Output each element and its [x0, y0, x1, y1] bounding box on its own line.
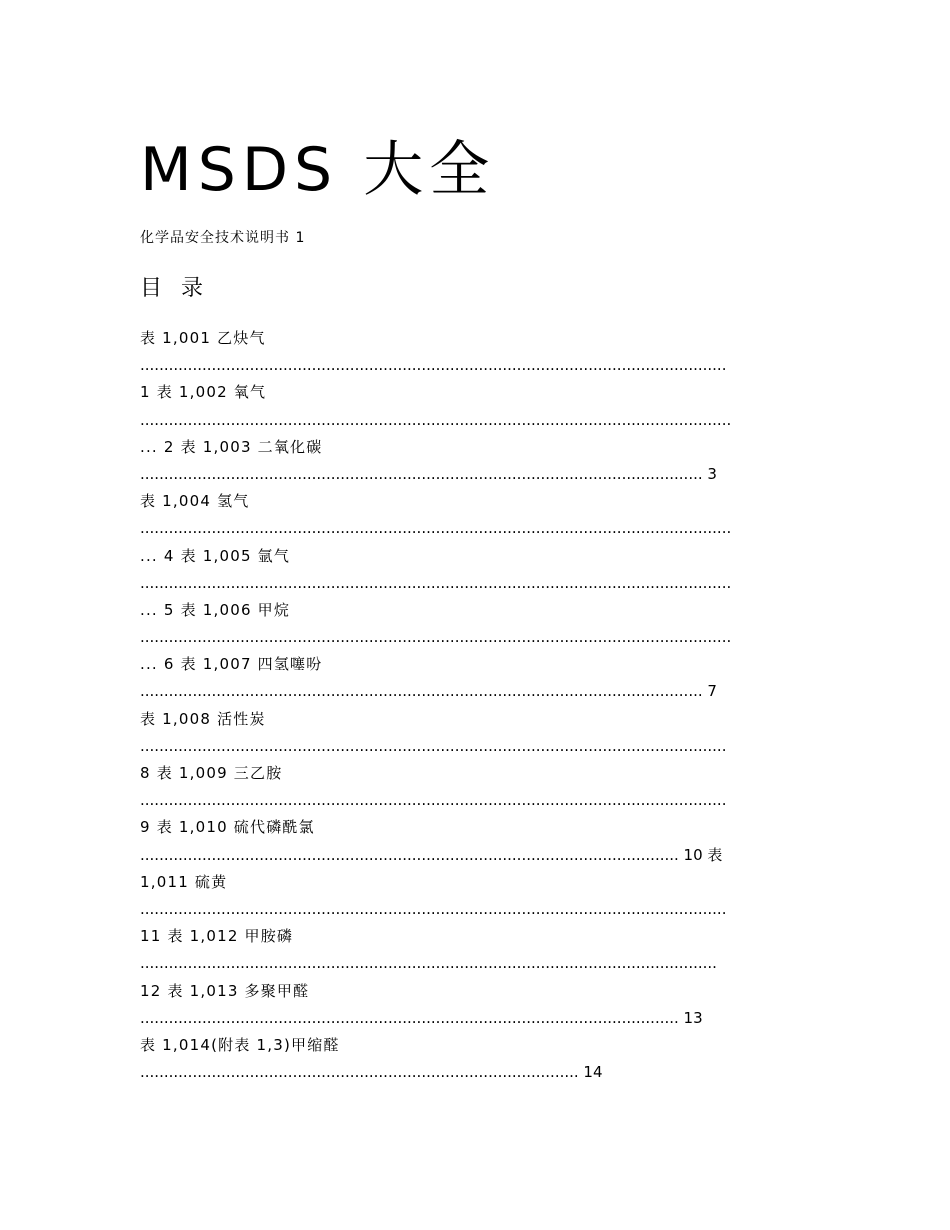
toc-line: ...................................................................................................................... 3	[140, 464, 717, 483]
toc-line: 1,011 硫黄	[140, 872, 228, 891]
toc-line: 11 表 1,012 甲胺磷	[140, 927, 294, 946]
toc-line: ... 2 表 1,003 二氧化碳	[140, 437, 323, 456]
table-of-contents	[140, 326, 808, 1087]
toc-line: ............................................................................................................................	[140, 410, 732, 429]
toc-line: ................................................................................................................. 13	[140, 1008, 703, 1027]
toc-line: ............................................................................................................................	[140, 519, 732, 538]
toc-line: ... 5 表 1,006 甲烷	[140, 600, 291, 619]
toc-line: ............................................................................................................................	[140, 573, 732, 592]
toc-line: ...........................................................................................................................	[140, 899, 727, 918]
toc-line: 9 表 1,010 硫代磷酰氯	[140, 818, 315, 837]
toc-line: 1 表 1,002 氧气	[140, 383, 267, 402]
toc-heading: 目 录	[140, 276, 209, 301]
toc-line: .........................................................................................................................	[140, 954, 717, 973]
toc-line: 表 1,004 氢气	[140, 492, 250, 511]
toc-line: 表 1,014(附表 1,3)甲缩醛	[140, 1035, 340, 1054]
toc-line: ... 6 表 1,007 四氢噻吩	[140, 655, 323, 674]
toc-line: ...........................................................................................................................	[140, 736, 727, 755]
toc-line: ...................................................................................................................... 7	[140, 682, 717, 701]
toc-line: ... 4 表 1,005 氩气	[140, 546, 291, 565]
toc-line: 12 表 1,013 多聚甲醛	[140, 981, 310, 1000]
toc-line: ................................................................................................................. 10 表	[140, 845, 723, 864]
toc-line: 表 1,008 活性炭	[140, 709, 266, 728]
document-subtitle: 化学品安全技术说明书 1	[140, 230, 306, 246]
toc-line: ............................................................................................ 14	[140, 1063, 603, 1082]
toc-line: ...........................................................................................................................	[140, 791, 727, 810]
toc-line: 表 1,001 乙炔气	[140, 329, 266, 347]
toc-line: ............................................................................................................................	[140, 628, 732, 647]
toc-line: 8 表 1,009 三乙胺	[140, 764, 283, 782]
document-title: MSDS 大全	[140, 135, 496, 205]
toc-line: ...........................................................................................................................	[140, 356, 727, 375]
